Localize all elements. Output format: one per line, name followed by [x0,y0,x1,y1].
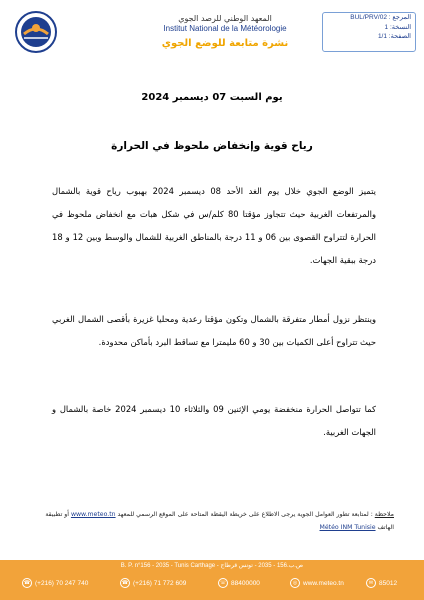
paragraph-3: كما تتواصل الحرارة منخفضة يومي الإثنين 09 والثلاثاء 10 ديسمبر 2024 خاصة بالشمال و الجهات الغربية. [52,404,376,437]
bulletin-title: نشرة متابعة للوضع الجوي [161,38,289,49]
phone-1: (+216) 70 247 740 [35,579,89,587]
footer-address: B. P. n°156 - 2035 - Tunis Carthage - ص.ب.156 - 2035 - تونس قرطاج [120,563,304,569]
phone-icon: ☎ [23,580,31,586]
institute-header [150,14,300,49]
phone-2: (+216) 71 772 609 [133,579,187,587]
phone-contact-1 [22,578,88,588]
phone-3: 88400000 [231,579,260,587]
bulletin-date: يوم السبت 07 ديسمبر 2024 [141,92,283,103]
inm-logo [14,10,58,54]
phone-contact-2 [120,578,186,588]
reference-box [322,12,416,52]
mobile-icon: ☏ [219,580,227,586]
reference-code: المرجع : BUL/PRV/02 [350,14,411,21]
paragraph-1: يتميز الوضع الجوي خلال يوم الغد الأحد 08 ديسمبر 2024 بهبوب رياح قوية بالشمال والمرتفعات الغربية حيث تتجاوز مؤقتا 80 كلم/س في شكل هبات مع انخفاض ملحوظ في الحرارة لتتراوح القصوى بين 06 و 11 درجة بالمناطق الغربية للشمال والوسط وبين 12 و 18 درجة ببقية الجهات. [52,186,377,265]
fax-icon: ☎ [121,580,129,586]
note-text: : لمتابعة تطور العوامل الجوية يرجى الاطلاع على خريطة اليقظة المتاحة على الموقع الرسمي للمعهد [117,511,373,518]
bulletin-headline: رياح قوية وإنخفاض ملحوظ في الحرارة [111,140,313,152]
sms-number: 85012 [379,579,398,587]
note-app-text: أو تطبيقة الهاتف [45,511,394,531]
footer-bar [0,560,424,600]
globe-icon: ◎ [290,578,300,588]
paragraph-2: وينتظر نزول أمطار متفرقة بالشمال وتكون مؤقتا رعدية ومحليا غزيرة بأقصى الشمال الغربي حيث تتراوح أعلى الكميات بين 30 و 60 مليمترا مع تساقط البرد بأماكن محدودة. [52,314,376,347]
reference-version: النسخة: 1 [384,23,411,31]
app-link[interactable]: Météo INM Tunisie [319,524,376,531]
web-contact [290,578,344,588]
institute-name-ar: المعهد الوطني للرصد الجوي [178,14,272,23]
footer-website[interactable]: www.meteo.tn [303,579,344,587]
footer-contacts [0,578,424,594]
footnote [30,508,394,534]
sms-contact [366,578,397,588]
website-link[interactable]: www.meteo.tn [70,511,116,518]
note-label: ملاحظة [374,511,394,518]
sms-icon: ✉ [366,578,376,588]
institute-name-fr: Institut National de la Météorologie [163,24,287,33]
reference-page: الصفحة: 1/1 [377,33,411,40]
phone-contact-3 [218,578,260,588]
